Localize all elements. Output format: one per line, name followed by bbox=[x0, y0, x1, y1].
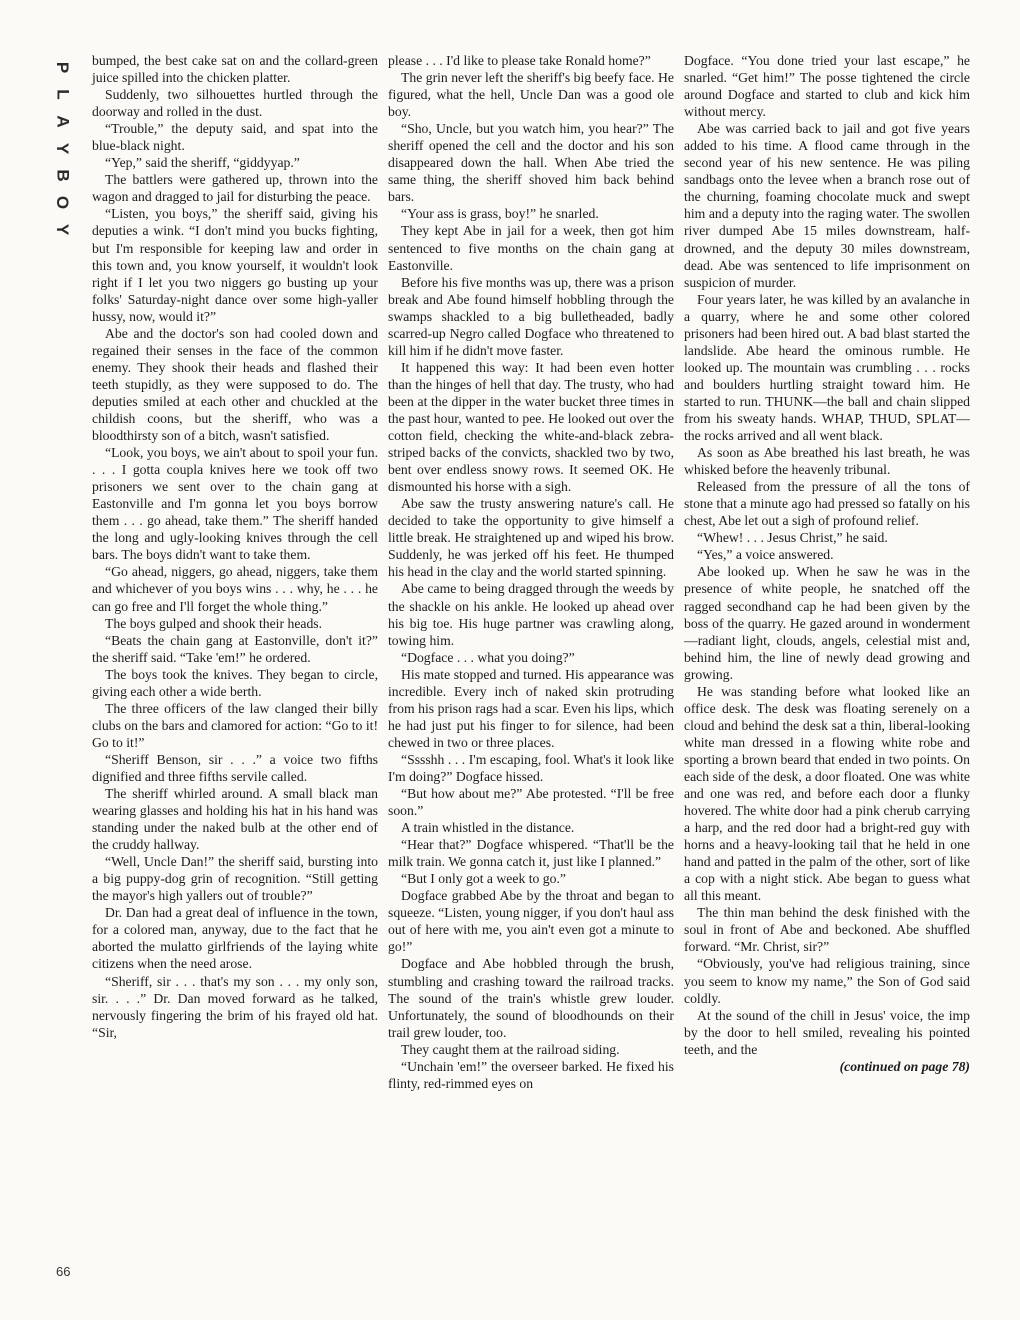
page-number: 66 bbox=[56, 1264, 71, 1279]
paragraph: At the sound of the chill in Jesus' voice, the imp by the door to hell smiled, revealing his pointed teeth, and the bbox=[684, 1007, 970, 1057]
paragraph: The sheriff whirled around. A small black man wearing glasses and holding his hat in his hand was standing under the naked bulb at the other end of the cruddy hallway. bbox=[92, 786, 378, 853]
masthead-letter: B bbox=[53, 169, 73, 182]
masthead-letter: P bbox=[53, 61, 73, 74]
paragraph: “Unchain 'em!” the overseer barked. He fixed his flinty, red-rimmed eyes on bbox=[388, 1058, 674, 1091]
paragraph: “Yes,” a voice answered. bbox=[697, 547, 834, 563]
paragraph: His mate stopped and turned. His appearance was incredible. Every inch of naked skin protruding from his prison rags had a scar. Even his lips, which he had just put his finger to for silence, had been chewed in two or three places. bbox=[388, 666, 674, 750]
paragraph: bumped, the best cake sat on and the collard-green juice spilled into the chicken platter. bbox=[92, 53, 378, 86]
paragraph: The boys gulped and shook their heads. bbox=[105, 615, 323, 631]
paragraph: Four years later, he was killed by an avalanche in a quarry, where he and some other colored prisoners had been hired out. A bad blast started the landslide. Abe heard the ominous rumble. He looked up. The mountain was crumbling . . . rocks and boulders hurtling straight toward him. He started to run. THUNK—the ball and chain slipped from his sweaty hands. WHAP, THUD, SPLAT—the rocks arrived and all went black. bbox=[684, 291, 970, 444]
text-column-3 bbox=[684, 52, 970, 1075]
masthead-letter: O bbox=[53, 195, 73, 210]
paragraph: Abe and the doctor's son had cooled down and regained their senses in the face of the common enemy. They shook their heads and flashed their teeth stupidly, as they were supposed to do. The deputies smiled at each other and chuckled at the childish coons, but the sheriff, who was a bloodthirsty son of a bitch, wasn't satisfied. bbox=[92, 325, 378, 444]
paragraph: Before his five months was up, there was a prison break and Abe found himself hobbling through the swamps shackled to a big bulletheaded, badly scarred-up Negro called Dogface who threatened to kill him if he didn't move faster. bbox=[388, 274, 674, 358]
paragraph: “Beats the chain gang at Eastonville, don't it?” the sheriff said. “Take 'em!” he ordered. bbox=[92, 632, 378, 665]
paragraph: “But how about me?” Abe protested. “I'll be free soon.” bbox=[388, 786, 674, 819]
paragraph: They kept Abe in jail for a week, then got him sentenced to five months on the chain gang at Eastonville. bbox=[388, 223, 674, 273]
paragraph: Dr. Dan had a great deal of influence in the town, for a colored man, anyway, due to the fact that he aborted the mulatto girlfriends of the laying white citizens when the need arose. bbox=[92, 905, 378, 972]
paragraph: As soon as Abe breathed his last breath, he was whisked before the heavenly tribunal. bbox=[684, 445, 970, 478]
paragraph: The grin never left the sheriff's big beefy face. He figured, what the hell, Uncle Dan was a good ole boy. bbox=[388, 70, 674, 120]
paragraph: “Sssshh . . . I'm escaping, fool. What's it look like I'm doing?” Dogface hissed. bbox=[388, 751, 674, 784]
paragraph: Suddenly, two silhouettes hurtled through the doorway and rolled in the dust. bbox=[92, 87, 378, 120]
paragraph: please . . . I'd like to please take Ronald home?” bbox=[388, 53, 651, 68]
paragraph: “Listen, you boys,” the sheriff said, giving his deputies a wink. “I don't mind you bucks fighting, but I'm responsible for keeping law and order in this town and, you know yourself, it wouldn't look right if I let you two niggers go busting up your folks' Saturday-night dance over some high-yaller hussy, now, would it?” bbox=[92, 206, 378, 324]
paragraph: Released from the pressure of all the tons of stone that a minute ago had pressed so fatally on his chest, Abe let out a sigh of profound relief. bbox=[684, 479, 970, 529]
paragraph: “Your ass is grass, boy!” he snarled. bbox=[401, 206, 599, 222]
paragraph: Dogface and Abe hobbled through the brush, stumbling and crashing toward the railroad tracks. The sound of the train's whistle grew louder. Unfortunately, the sound of bloodhounds on their trail grew louder, too. bbox=[388, 956, 674, 1040]
continued-note: (continued on page 78) bbox=[839, 1058, 970, 1074]
paragraph: “Whew! . . . Jesus Christ,” he said. bbox=[697, 530, 888, 546]
paragraph: “Trouble,” the deputy said, and spat into the blue-black night. bbox=[92, 121, 378, 154]
paragraph: “Sho, Uncle, but you watch him, you hear?” The sheriff opened the cell and the doctor and his son disappeared down the hall. When Abe tried the same thing, the sheriff shoved him back behind bars. bbox=[388, 121, 674, 205]
magazine-masthead bbox=[52, 54, 74, 243]
paragraph: Abe saw the trusty answering nature's call. He decided to take the opportunity to give himself a little break. He straightened up and wiped his brow. Suddenly, he was jerked off his feet. He thumped his head in the clay and the world started spinning. bbox=[388, 496, 674, 580]
paragraph: Abe came to being dragged through the weeds by the shackle on his ankle. He looked up ahead over his big toe. His huge partner was crawling along, towing him. bbox=[388, 581, 674, 648]
paragraph: Dogface grabbed Abe by the throat and began to squeeze. “Listen, young nigger, if you don't haul ass out of here with me, you ain't even got a minute to go!” bbox=[388, 888, 674, 955]
paragraph: They caught them at the railroad siding. bbox=[401, 1041, 620, 1057]
paragraph: “Hear that?” Dogface whispered. “That'll be the milk train. We gonna catch it, just like I planned.” bbox=[388, 837, 674, 870]
paragraph: The three officers of the law clanged their billy clubs on the bars and clamored for action: “Go to it! Go to it!” bbox=[92, 700, 378, 750]
paragraph: Abe looked up. When he saw he was in the presence of white people, he snatched off the ragged secondhand cap he had been given by the boss of the quarry. He gazed around in wonderment—radiant light, clouds, angels, celestial mist and, behind him, the line of newly dead growing and growing. bbox=[684, 564, 970, 682]
masthead-letter: L bbox=[53, 89, 73, 100]
paragraph: Dogface. “You done tried your last escape,” he snarled. “Get him!” The posse tightened the circle around Dogface and started to club and kick him without mercy. bbox=[684, 53, 970, 120]
paragraph: The boys took the knives. They began to circle, giving each other a wide berth. bbox=[92, 666, 378, 699]
masthead-letter: Y bbox=[53, 142, 73, 155]
text-column-1 bbox=[92, 52, 378, 1041]
paragraph: The thin man behind the desk finished with the soul in front of Abe and beckoned. Abe shuffled forward. “Mr. Christ, sir?” bbox=[684, 905, 970, 955]
paragraph: “Sheriff Benson, sir . . .” a voice two fifths dignified and three fifths servile called. bbox=[92, 751, 378, 784]
paragraph: “Look, you boys, we ain't about to spoil your fun. . . . I gotta coupla knives here we took off two prisoners we sent over to the chain gang at Eastonville and I'm gonna let you boys borrow them . . . go ahead, take them.” The sheriff handed the long and ugly-looking knives through the cell bars. The boys didn't want to take them. bbox=[92, 445, 378, 563]
paragraph: Abe was carried back to jail and got five years added to his time. A flood came through in the second year of his new sentence. He was piling sandbags onto the levee when a branch rose out of the churning, foaming chocolate muck and swept him and a deputy into the raging water. The swollen river dumped Abe 15 miles downstream, half-drowned, and the deputy 30 miles downstream, dead. Abe was sentenced to life imprisonment on suspicion of murder. bbox=[684, 121, 970, 290]
masthead-letter: Y bbox=[53, 223, 73, 236]
paragraph: He was standing before what looked like an office desk. The desk was floating serenely on a cloud and behind the desk sat a thin, liberal-looking white man dressed in a flowing white robe and sporting a brown beard that ended in two points. On each side of the desk, a door floated. One was white and one was red, and before each door a flunky hovered. The white door had a pink cherub carrying a harp, and the red door had a bright-red guy with horns and a heavy-looking tail that he held in one hand and patted in the palm of the other, sort of like a cop with a night stick. Abe began to guess what all this meant. bbox=[684, 683, 970, 904]
paragraph: It happened this way: It had been even hotter than the hinges of hell that day. The trusty, who had been at the dipper in the water bucket three times in the past hour, wanted to pee. He looked out over the cotton field, checking the white-and-black zebra-striped backs of the convicts, shackled two by two, bent over endless snowy rows. It seemed OK. He dismounted his horse with a sigh. bbox=[388, 359, 674, 495]
paragraph: “But I only got a week to go.” bbox=[401, 871, 566, 887]
paragraph: A train whistled in the distance. bbox=[401, 820, 575, 836]
paragraph: “Yep,” said the sheriff, “giddyyap.” bbox=[105, 155, 300, 171]
paragraph: “Dogface . . . what you doing?” bbox=[401, 649, 575, 665]
paragraph: “Go ahead, niggers, go ahead, niggers, take them and whichever of you boys wins . . . why, he . . . he can go free and I'll forget the whole thing.” bbox=[92, 564, 378, 614]
paragraph: “Sheriff, sir . . . that's my son . . . my only son, sir. . . .” Dr. Dan moved forward as he talked, nervously fingering the brim of his frayed old hat. “Sir, bbox=[92, 973, 378, 1040]
masthead-letter: A bbox=[53, 115, 73, 128]
paragraph: “Obviously, you've had religious training, since you seem to know my name,” the Son of God said coldly. bbox=[684, 956, 970, 1006]
text-column-2 bbox=[388, 52, 674, 1092]
paragraph: The battlers were gathered up, thrown into the wagon and dragged to jail for disturbing the peace. bbox=[92, 172, 378, 205]
paragraph: “Well, Uncle Dan!” the sheriff said, bursting into a big puppy-dog grin of recognition. “Still getting the mayor's high yallers out of trouble?” bbox=[92, 854, 378, 904]
